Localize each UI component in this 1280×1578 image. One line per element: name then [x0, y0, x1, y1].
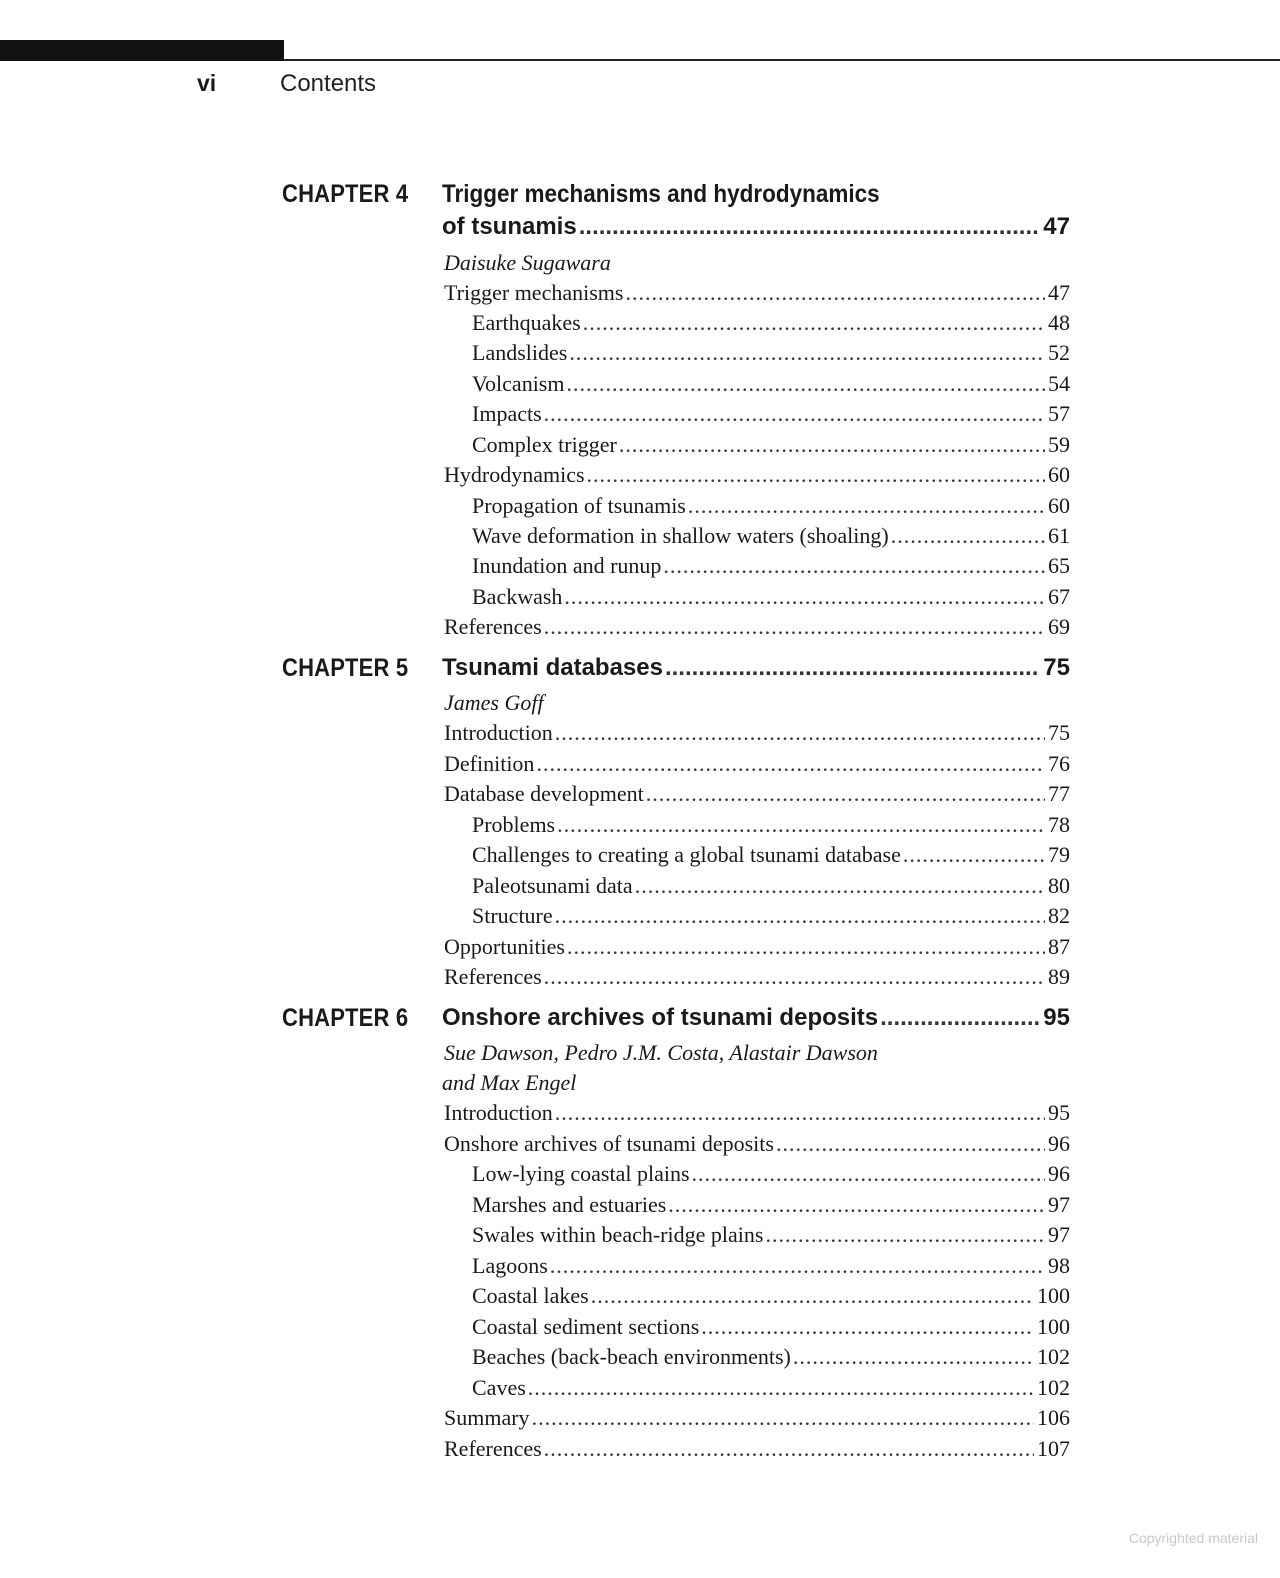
toc-subentry[interactable] — [472, 1283, 1070, 1309]
leader-dots — [579, 213, 1041, 241]
toc-subentry[interactable] — [472, 1344, 1070, 1370]
leader-dots — [583, 310, 1045, 336]
toc-entry[interactable] — [444, 964, 1070, 990]
toc-subentry[interactable] — [472, 371, 1070, 397]
entry-title: Inundation and runup — [472, 553, 662, 578]
leader-dots — [591, 1283, 1034, 1309]
toc-entry[interactable] — [444, 934, 1070, 960]
page-ref: 65 — [1048, 553, 1070, 578]
page-ref: 79 — [1048, 842, 1070, 867]
entry-title: Coastal sediment sections — [472, 1314, 700, 1339]
entry-title: Onshore archives of tsunami deposits — [444, 1131, 774, 1156]
page-ref: 69 — [1048, 614, 1070, 639]
toc-subentry[interactable] — [472, 401, 1070, 427]
leader-dots — [646, 781, 1045, 807]
chapter-title-text: Trigger mechanisms and hydrodynamics — [442, 180, 880, 208]
leader-dots — [567, 934, 1045, 960]
entry-title: Opportunities — [444, 934, 565, 959]
page-ref: 107 — [1037, 1436, 1070, 1461]
page-ref: 52 — [1048, 340, 1070, 365]
page-ref: 47 — [1043, 213, 1070, 240]
page-ref: 48 — [1048, 310, 1070, 335]
entry-title: Propagation of tsunamis — [472, 493, 686, 518]
toc-entry[interactable] — [444, 1405, 1070, 1431]
toc-entry[interactable] — [444, 1436, 1070, 1462]
entry-title: Complex trigger — [472, 432, 617, 457]
entry-title: Earthquakes — [472, 310, 581, 335]
page-ref: 89 — [1048, 964, 1070, 989]
leader-dots — [625, 280, 1045, 306]
page-ref: 100 — [1037, 1283, 1070, 1308]
entry-title: Backwash — [472, 584, 563, 609]
leader-dots — [793, 1344, 1034, 1370]
entry-title: References — [444, 614, 542, 639]
page-ref: 57 — [1048, 401, 1070, 426]
page-ref: 87 — [1048, 934, 1070, 959]
entry-title: Marshes and estuaries — [472, 1192, 667, 1217]
toc-entry[interactable] — [444, 280, 1070, 306]
toc-subentry[interactable] — [472, 553, 1070, 579]
entry-title: Database development — [444, 781, 644, 806]
leader-dots — [532, 1405, 1034, 1431]
leader-dots — [619, 432, 1045, 458]
toc-subentry[interactable] — [472, 903, 1070, 929]
page-ref: 80 — [1048, 873, 1070, 898]
toc-subentry[interactable] — [472, 1253, 1070, 1279]
toc-subentry[interactable] — [472, 432, 1070, 458]
chapter-label: CHAPTER 4 — [282, 180, 409, 208]
toc-subentry[interactable] — [472, 340, 1070, 366]
chapter-author: Sue Dawson, Pedro J.M. Costa, Alastair Dawson — [444, 1040, 878, 1065]
page-ref: 95 — [1043, 1004, 1070, 1031]
entry-title: Swales within beach-ridge plains — [472, 1222, 764, 1247]
toc-subentry[interactable] — [472, 812, 1070, 838]
entry-title: Problems — [472, 812, 556, 837]
page-ref: 102 — [1037, 1344, 1070, 1369]
leader-dots — [692, 1161, 1045, 1187]
page-ref: 60 — [1048, 462, 1070, 487]
toc-subentry[interactable] — [472, 1161, 1070, 1187]
page-ref: 106 — [1037, 1405, 1070, 1430]
toc-entry[interactable] — [444, 1100, 1070, 1126]
leader-dots — [528, 1375, 1034, 1401]
page-ref: 61 — [1048, 523, 1070, 548]
entry-title: Introduction — [444, 720, 553, 745]
entry-title: Hydrodynamics — [444, 462, 585, 487]
leader-dots — [557, 812, 1045, 838]
leader-dots — [776, 1131, 1045, 1157]
leader-dots — [765, 1222, 1045, 1248]
page-ref: 95 — [1048, 1100, 1070, 1125]
toc-subentry[interactable] — [472, 310, 1070, 336]
entry-title: Caves — [472, 1375, 526, 1400]
entry-title: Lagoons — [472, 1253, 548, 1278]
entry-title: Trigger mechanisms — [444, 280, 624, 305]
leader-dots — [891, 523, 1045, 549]
toc-subentry[interactable] — [472, 873, 1070, 899]
page-ref: 100 — [1037, 1314, 1070, 1339]
page-ref: 54 — [1048, 371, 1070, 396]
chapter-title-entry[interactable] — [442, 654, 1070, 682]
copyright-watermark: Copyrighted material — [1128, 1530, 1258, 1546]
chapter-title-text: Tsunami databases — [442, 654, 663, 681]
leader-dots — [665, 654, 1040, 682]
page-ref: 102 — [1037, 1375, 1070, 1400]
page-ref: 75 — [1043, 654, 1070, 681]
leader-dots — [555, 903, 1045, 929]
chapter-author: Daisuke Sugawara — [444, 250, 611, 275]
leader-dots — [663, 553, 1045, 579]
entry-title: Challenges to creating a global tsunami database — [472, 842, 901, 867]
entry-title: Paleotsunami data — [472, 873, 633, 898]
entry-title: Impacts — [472, 401, 542, 426]
page-ref: 75 — [1048, 720, 1070, 745]
header-rule-bar — [0, 40, 284, 61]
entry-title: Volcanism — [472, 371, 565, 396]
leader-dots — [555, 1100, 1045, 1126]
toc-subentry[interactable] — [472, 1222, 1070, 1248]
chapter-author: and Max Engel — [442, 1070, 577, 1095]
leader-dots — [555, 720, 1045, 746]
toc-entry[interactable] — [444, 751, 1070, 777]
page-ref: 97 — [1048, 1192, 1070, 1217]
leader-dots — [564, 584, 1045, 610]
leader-dots — [544, 401, 1045, 427]
chapter-title-text: Onshore archives of tsunami deposits — [442, 1004, 879, 1031]
toc-entry[interactable] — [444, 462, 1070, 488]
page-ref: 60 — [1048, 493, 1070, 518]
entry-title: Summary — [444, 1405, 530, 1430]
running-head: Contents — [280, 70, 377, 97]
page-ref: 98 — [1048, 1253, 1070, 1278]
leader-dots — [635, 873, 1045, 899]
toc-subentry[interactable] — [472, 523, 1070, 549]
entry-title: References — [444, 964, 542, 989]
chapter-label: CHAPTER 6 — [282, 1004, 409, 1032]
leader-dots — [544, 964, 1045, 990]
toc-subentry[interactable] — [472, 493, 1070, 519]
chapter-title-text: of tsunamis — [442, 213, 577, 240]
page-number: vi — [197, 70, 217, 96]
page-ref: 47 — [1048, 280, 1070, 305]
leader-dots — [701, 1314, 1034, 1340]
chapter-label: CHAPTER 5 — [282, 654, 409, 682]
toc-entry[interactable] — [444, 1131, 1070, 1157]
leader-dots — [550, 1253, 1045, 1279]
leader-dots — [544, 614, 1045, 640]
entry-title: Definition — [444, 751, 535, 776]
leader-dots — [566, 371, 1045, 397]
toc-subentry[interactable] — [472, 842, 1070, 868]
toc-subentry[interactable] — [472, 1314, 1070, 1340]
page-ref: 96 — [1048, 1161, 1070, 1186]
toc-subentry[interactable] — [472, 1192, 1070, 1218]
entry-title: Low-lying coastal plains — [472, 1161, 690, 1186]
toc-subentry[interactable] — [472, 584, 1070, 610]
leader-dots — [569, 340, 1045, 366]
entry-title: Introduction — [444, 1100, 553, 1125]
leader-dots — [903, 842, 1045, 868]
toc-entry[interactable] — [444, 614, 1070, 640]
page-ref: 77 — [1048, 781, 1070, 806]
page-ref: 82 — [1048, 903, 1070, 928]
chapter-title-entry[interactable] — [442, 213, 1070, 241]
page-ref: 97 — [1048, 1222, 1070, 1247]
leader-dots — [536, 751, 1045, 777]
page-ref: 76 — [1048, 751, 1070, 776]
page-ref: 67 — [1048, 584, 1070, 609]
page-ref: 96 — [1048, 1131, 1070, 1156]
chapter-title-entry[interactable] — [442, 1004, 1070, 1032]
page-ref: 78 — [1048, 812, 1070, 837]
entry-title: Beaches (back-beach environments) — [472, 1344, 791, 1369]
entry-title: Coastal lakes — [472, 1283, 589, 1308]
leader-dots — [544, 1436, 1034, 1462]
leader-dots — [880, 1004, 1040, 1032]
chapter-title-line — [442, 180, 1070, 209]
entry-title: Structure — [472, 903, 553, 928]
entry-title: Landslides — [472, 340, 568, 365]
toc-entry[interactable] — [444, 720, 1070, 746]
chapter-author: James Goff — [444, 690, 544, 715]
entry-title: Wave deformation in shallow waters (shoaling) — [472, 523, 889, 548]
leader-dots — [587, 462, 1045, 488]
leader-dots — [688, 493, 1045, 519]
leader-dots — [668, 1192, 1045, 1218]
toc-entry[interactable] — [444, 781, 1070, 807]
entry-title: References — [444, 1436, 542, 1461]
header-rule-line — [284, 59, 1280, 61]
page-ref: 59 — [1048, 432, 1070, 457]
toc-subentry[interactable] — [472, 1375, 1070, 1401]
